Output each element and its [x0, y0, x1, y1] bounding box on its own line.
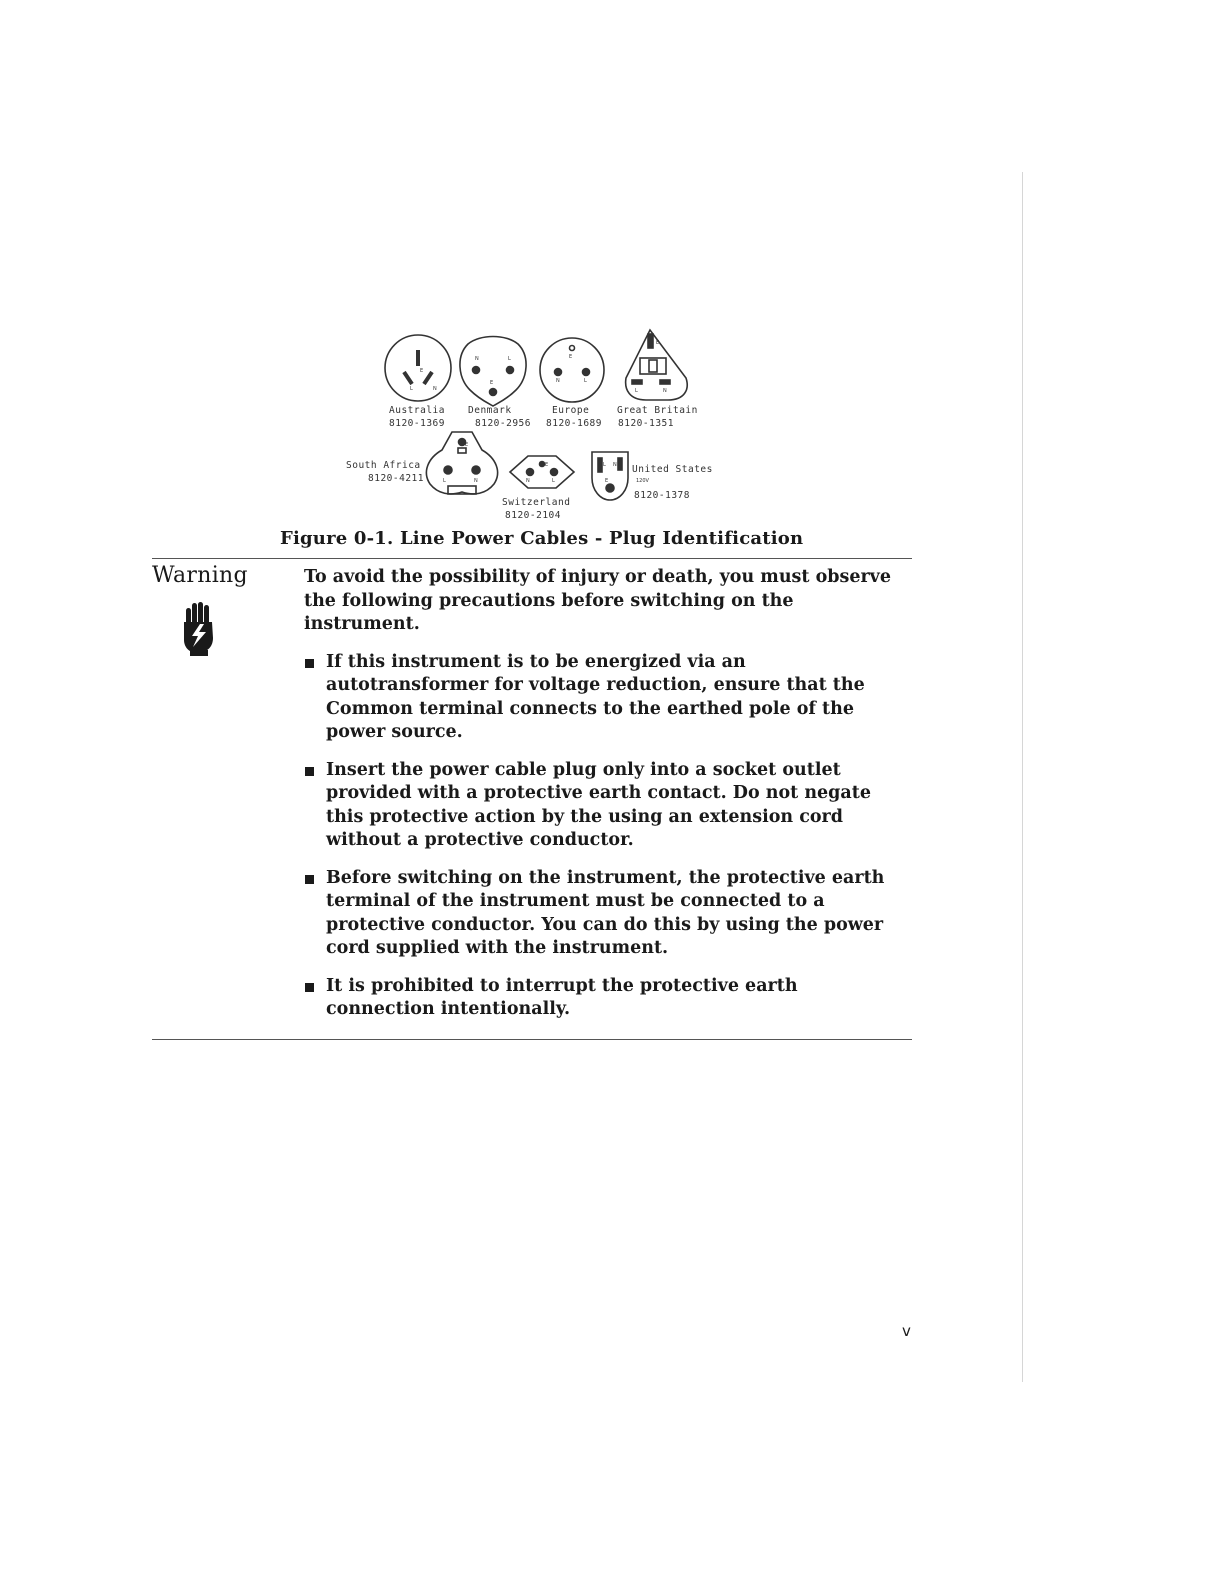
plug-identification-figure — [330, 320, 750, 530]
label-denmark: Denmark — [468, 405, 512, 416]
list-item-text: Insert the power cable plug only into a socket outlet provided with a protective earth contact. Do not negate this protective action by the using an extension cord without a protective conductor. — [326, 759, 871, 850]
bullet-square — [305, 983, 314, 992]
pin-label-live: L — [603, 462, 606, 468]
plug-diagram — [330, 320, 750, 530]
pin-label-neutral: N — [526, 478, 530, 484]
part-united-states: 8120-1378 — [634, 490, 690, 501]
margin-rule — [1022, 172, 1023, 1382]
pin-label-earth: E — [569, 354, 573, 360]
pin-label-neutral: N — [475, 356, 479, 362]
list-item — [304, 759, 904, 853]
pin-label-earth: E — [605, 478, 609, 484]
pin-label-neutral: N — [663, 388, 667, 394]
divider-bottom — [152, 1039, 912, 1040]
hand-shock-icon — [178, 600, 220, 656]
plug-australia — [385, 335, 451, 401]
pin-label-live: L — [552, 478, 555, 484]
pin-label-neutral: N — [433, 386, 437, 392]
label-switzerland: Switzerland — [502, 497, 571, 508]
plug-europe — [540, 338, 604, 402]
list-item — [304, 651, 904, 745]
part-south-africa: 8120-4211 — [368, 473, 424, 484]
part-australia: 8120-1369 — [389, 418, 445, 429]
pin-label-neutral: N — [556, 378, 560, 384]
bullet-square — [305, 875, 314, 884]
divider-top — [152, 558, 912, 559]
warning-label: Warning — [152, 563, 248, 588]
pin-label-live: L — [584, 378, 587, 384]
figure-caption: Figure 0-1. Line Power Cables - Plug Identification — [280, 528, 804, 549]
label-united-states: United States — [632, 464, 713, 475]
list-item-text: It is prohibited to interrupt the protective earth connection intentionally. — [326, 975, 798, 1019]
bullet-square — [305, 659, 314, 668]
voltage-united-states: 120V — [636, 478, 649, 484]
pin-label-neutral: N — [613, 462, 617, 468]
pin-label-neutral: N — [474, 478, 478, 484]
part-denmark: 8120-2956 — [475, 418, 531, 429]
precaution-list — [304, 651, 904, 1022]
list-item — [304, 975, 904, 1022]
pin-label-live: L — [635, 388, 638, 394]
pin-label-earth: E — [420, 368, 424, 374]
plug-denmark — [460, 337, 526, 407]
pin-label-earth: E — [545, 462, 549, 468]
pin-label-live: L — [508, 356, 511, 362]
pin-label-earth: E — [465, 442, 469, 448]
label-australia: Australia — [389, 405, 445, 416]
pin-label-earth: E — [656, 340, 660, 346]
bullet-square — [305, 767, 314, 776]
list-item-text: If this instrument is to be energized via an autotransformer for voltage reduction, ensure that the Common terminal connects to the earthed pole of the power source. — [326, 651, 865, 742]
label-south-africa: South Africa — [346, 460, 421, 471]
label-great-britain: Great Britain — [617, 405, 698, 416]
part-europe: 8120-1689 — [546, 418, 602, 429]
part-switzerland: 8120-2104 — [505, 510, 561, 521]
pin-label-live: L — [410, 386, 413, 392]
warning-body — [304, 566, 904, 1036]
list-item-text: Before switching on the instrument, the protective earth terminal of the instrument must be connected to a protective conductor. You can do this by using the power cord supplied with the instrument. — [326, 867, 885, 958]
pin-label-earth: E — [490, 380, 494, 386]
plug-united-states — [592, 452, 628, 500]
plug-south-africa — [426, 432, 497, 494]
page-number: v — [902, 1322, 911, 1340]
part-great-britain: 8120-1351 — [618, 418, 674, 429]
list-item — [304, 867, 904, 961]
plug-switzerland — [510, 456, 574, 488]
label-europe: Europe — [552, 405, 590, 416]
warning-lead: To avoid the possibility of injury or death, you must observe the following precautions before switching on the instrument. — [304, 567, 891, 634]
pin-label-live: L — [443, 478, 446, 484]
